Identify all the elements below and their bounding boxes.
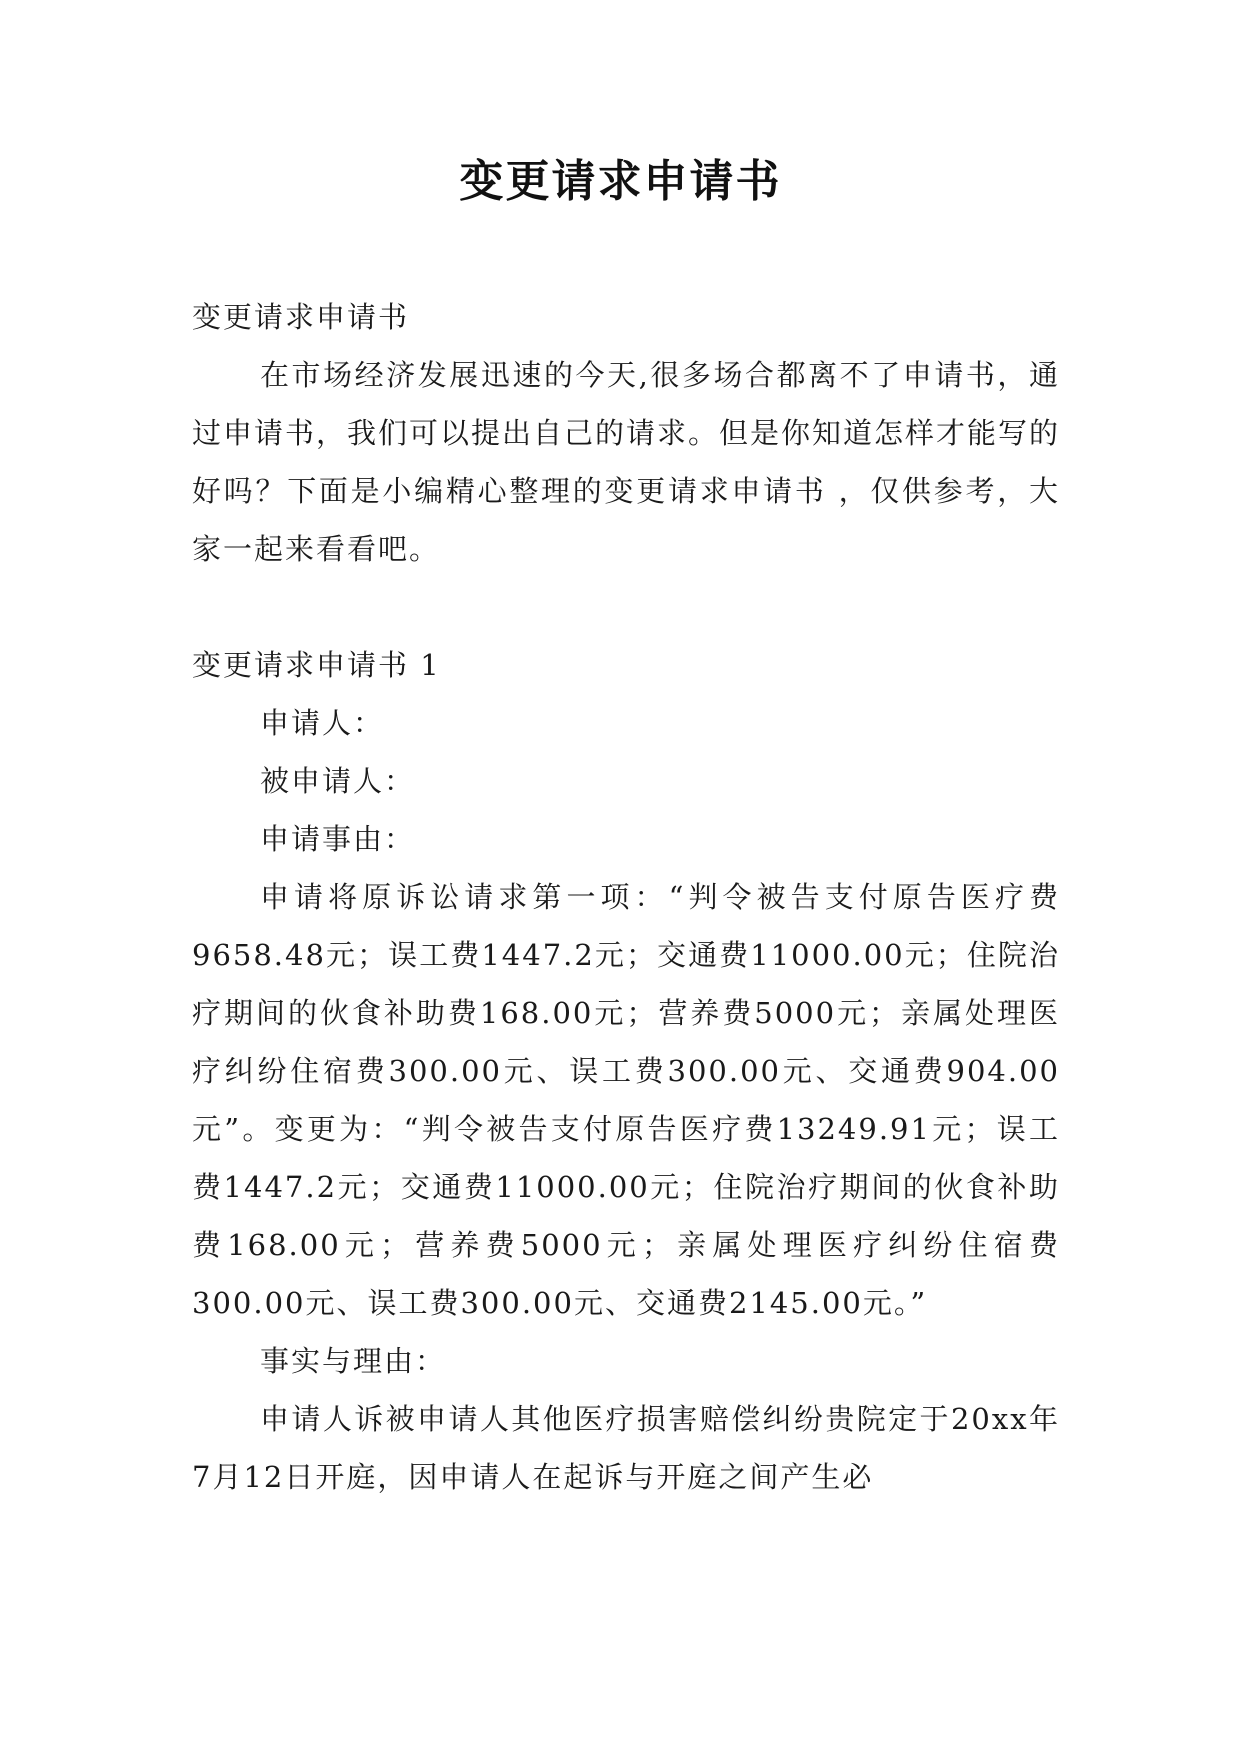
- section-heading: 变更请求申请书 1: [192, 648, 441, 682]
- facts-label: 事实与理由：: [260, 1344, 447, 1378]
- request-paragraph: 申请将原诉讼请求第一项：“判令被告支付原告医疗费9658.48元；误工费1447.2元；交通费11000.00元；住院治疗期间的伙食补助费168.00元；营养费5000元；亲属处理医疗纠纷住宿费300.00元、误工费300.00元、交通费904.00元”。变更为：“判令被告支付原告医疗费13249.91元；误工费1447.2元；交通费11000.00元；住院治疗期间的伙食补助费168.00元；营养费5000元；亲属处理医疗纠纷住宿费300.00元、误工费300.00元、交通费2145.00元。”: [192, 880, 1060, 1320]
- heading-paragraph: 变更请求申请书: [192, 300, 410, 334]
- respondent-label: 被申请人：: [260, 764, 416, 798]
- applicant-label: 申请人：: [260, 706, 385, 740]
- facts-paragraph: 申请人诉被申请人其他医疗损害赔偿纠纷贵院定于20xx年7月12日开庭，因申请人在起诉与开庭之间产生必: [192, 1402, 1060, 1494]
- reason-label: 申请事由：: [260, 822, 416, 856]
- intro-paragraph: 在市场经济发展迅速的今天,很多场合都离不了申请书，通过申请书，我们可以提出自己的请求。但是你知道怎样才能写的好吗？下面是小编精心整理的变更请求申请书 ，仅供参考，大家一起来看看吧。: [192, 358, 1061, 566]
- paragraph-spacer: [192, 578, 1060, 636]
- document-body: [192, 288, 1060, 1506]
- document-title: 变更请求申请书: [459, 156, 782, 207]
